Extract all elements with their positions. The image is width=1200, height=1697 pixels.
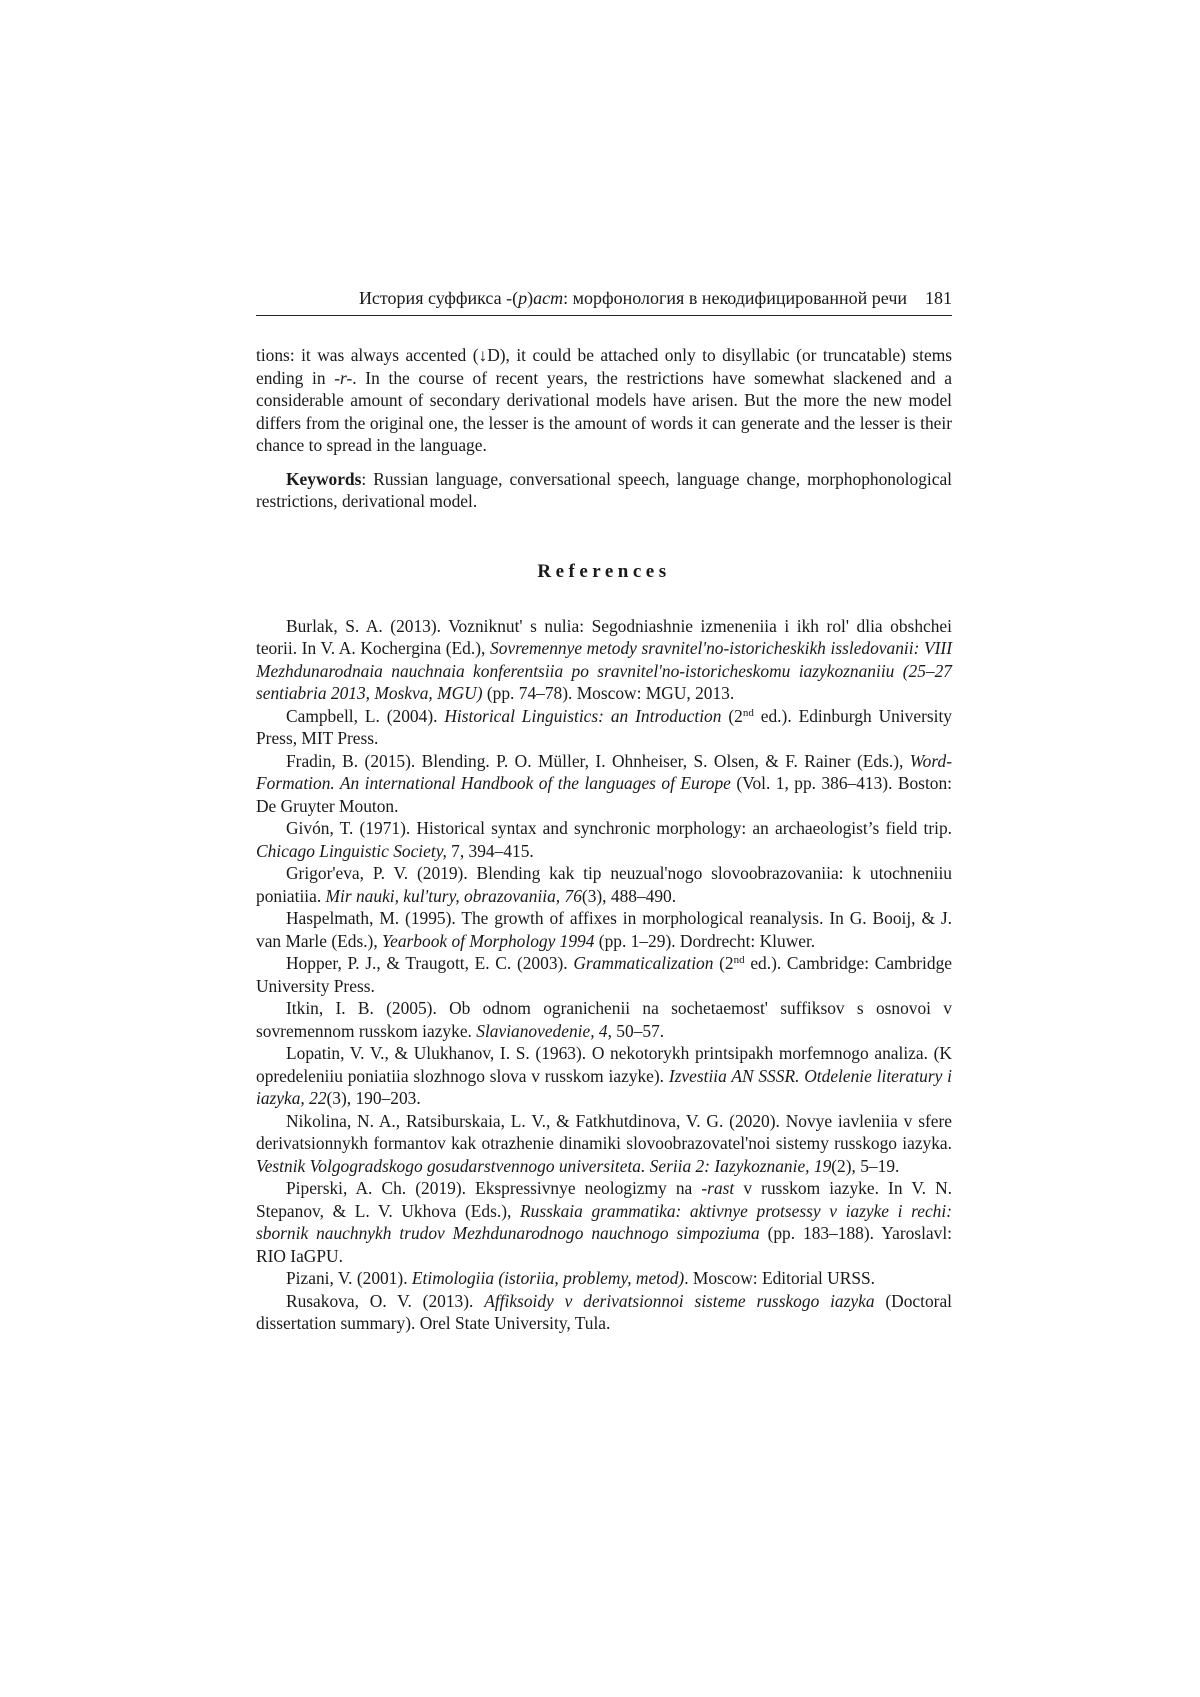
keywords-paragraph [256, 468, 952, 513]
running-title-part: История суффикса -( [358, 288, 519, 308]
abstract-paragraph [256, 344, 952, 457]
reference-text: (Vol. 1, pp. 386–413). Boston: De Gruyter Mouton. [256, 773, 953, 816]
reference-italic: Historical Linguistics: an Introduction [444, 705, 722, 726]
reference-item [256, 1110, 952, 1178]
reference-text: 7, 394–415. [446, 840, 534, 861]
reference-item [256, 750, 952, 818]
references-heading: References [537, 560, 671, 582]
reference-text: v russkom iazyke. In V. N. Stepanov, & L. V. Ukhova (Eds.), [256, 1178, 952, 1221]
running-title [359, 287, 907, 309]
reference-italic: Yearbook of Morphology 1994 [382, 930, 595, 951]
reference-italic: Grammaticalization [573, 953, 714, 973]
reference-item [256, 1290, 952, 1335]
reference-italic: Word-Formation. An international Handbook of the languages of Europe [256, 750, 952, 793]
reference-text: Rusakova, O. V. (2013). [286, 1290, 485, 1311]
reference-text: Pizani, V. (2001). [286, 1268, 412, 1288]
reference-text: (3), 488–490. [581, 885, 677, 906]
reference-text: , 50–57. [607, 1020, 665, 1041]
reference-text: Givón, T. (1971). Historical syntax and synchronic morphology: an archaeologist’s field trip. [286, 818, 952, 838]
reference-italic: Chicago Linguistic Society, [256, 840, 447, 861]
reference-text: Grigor'eva, P. V. (2019). Blending kak tip neuzual'nogo slovoobrazovaniia: k utochneniiu poniatiia. [256, 863, 952, 906]
abstract-text: . In the course of recent years, the restrictions have somewhat slackened and a considerable amount of secondary derivational models have arisen. But the more the new model differs from the original one, the lesser is the amount of words it can generate and the lesser is their chance to spread in the language. [256, 367, 952, 455]
reference-item [256, 817, 952, 862]
reference-text: (pp. 1–29). Dordrecht: Kluwer. [594, 930, 816, 951]
reference-text: (2 [721, 705, 743, 726]
reference-italic: Etimologiia (istoriia, problemy, metod) [411, 1268, 685, 1288]
reference-item [256, 615, 952, 705]
reference-text: Hopper, P. J., & Traugott, E. C. (2003). [286, 953, 574, 973]
reference-italic: Slavianovedenie, 4 [476, 1020, 608, 1041]
reference-item [256, 1177, 952, 1267]
reference-italic: Sovremennye metody sravnitel'no-istoricheskikh issledovanii: VIII Mezhdunarodnaia nauchnaia konferentsiia po sravnitel'no-istoricheskomu iazykoznaniiu (25–27 sentiabria 2013, Moskva, MGU) [256, 638, 952, 703]
reference-text: . Moscow: Editorial URSS. [684, 1268, 876, 1288]
reference-text: ed.). Cambridge: Cambridge University Press. [256, 953, 952, 996]
reference-text: (Doctoral dissertation summary). Orel State University, Tula. [256, 1290, 952, 1333]
reference-text: Itkin, I. B. (2005). Ob odnom ogranichenii na sochetaemost' suffiksov s osnovoi v sovremennom russkom iazyke. [256, 998, 952, 1041]
page-content [256, 344, 952, 1335]
reference-text: (2 [713, 953, 734, 973]
reference-text: ed.). Edinburgh University Press, MIT Press. [256, 705, 952, 748]
running-title-italic: аст [533, 288, 564, 308]
reference-text: Campbell, L. (2004). [286, 705, 445, 726]
abstract-text: tions: it was always accented (↓D), it could be attached only to disyllabic (or truncatable) stems ending in [256, 345, 952, 388]
reference-text: Fradin, B. (2015). Blending. P. O. Müller, I. Ohnheiser, S. Olsen, & F. Rainer (Eds.), [286, 750, 910, 771]
reference-italic: Affiksoidy v derivatsionnoi sisteme russkogo iazyka [484, 1290, 875, 1311]
reference-item [256, 1267, 952, 1290]
reference-italic: Izvestiia AN SSSR. Otdelenie literatury i iazyka, 22 [256, 1065, 952, 1108]
reference-italic: Russkaia grammatika: aktivnye protsessy v iazyke i rechi: sbornik nauchnykh trudov Mezhdunarodnogo nauchnogo simpoziuma [256, 1200, 953, 1243]
reference-item [256, 907, 952, 952]
running-title-part: : морфонология в некодифицированной речи [563, 288, 907, 308]
keywords-text: : Russian language, conversational speech, language change, morphophonological restrictions, derivational model. [256, 468, 952, 511]
running-title-italic: р [518, 288, 528, 308]
reference-superscript: nd [742, 706, 754, 719]
reference-text: Nikolina, N. A., Ratsiburskaia, L. V., & Fatkhutdinova, V. G. (2020). Novye iavleniia v sfere derivatsionnykh formantov kak otrazhenie dinamiki slovoobrazovatel'noi sistemy russkogo iazyka. [256, 1110, 952, 1153]
running-header [256, 287, 952, 316]
reference-text: Lopatin, V. V., & Ulukhanov, I. S. (1963). O nekotorykh printsipakh morfemnogo analiza. (K opredeleniiu poniatiia slozhnogo slova v russkom iazyke). [256, 1043, 952, 1086]
page-number: 181 [925, 288, 952, 308]
reference-text: (2), 5–19. [831, 1155, 900, 1176]
reference-item [256, 952, 952, 997]
abstract-italic: -r- [334, 367, 353, 388]
reference-text: Piperski, A. Ch. (2019). Ekspressivnye neologizmy na [286, 1178, 702, 1198]
reference-item [256, 862, 952, 907]
reference-text: Burlak, S. A. (2013). Vozniknut' s nulia: Segodniashnie izmeneniia i ikh rol' dlia obshchei teorii. In V. A. Kochergina (Ed.), [256, 615, 952, 658]
reference-text: (pp. 183–188). Yaroslavl: RIO IaGPU. [256, 1223, 952, 1266]
running-title-part: ) [527, 288, 534, 308]
reference-text: Haspelmath, M. (1995). The growth of affixes in morphological reanalysis. In G. Booij, & J. van Marle (Eds.), [256, 908, 952, 951]
reference-item [256, 705, 952, 750]
reference-italic: -rast [701, 1178, 735, 1198]
reference-text: (pp. 74–78). Moscow: MGU, 2013. [482, 683, 735, 703]
reference-superscript: nd [733, 954, 745, 966]
reference-italic: Mir nauki, kul'tury, obrazovaniia, 76 [325, 885, 582, 906]
reference-item [256, 1042, 952, 1110]
keywords-label: Keywords [286, 468, 362, 489]
reference-item [256, 997, 952, 1042]
reference-text: (3), 190–203. [326, 1088, 421, 1108]
reference-italic: Vestnik Volgogradskogo gosudarstvennogo universiteta. Seriia 2: Iazykoznanie, 19 [256, 1155, 832, 1176]
